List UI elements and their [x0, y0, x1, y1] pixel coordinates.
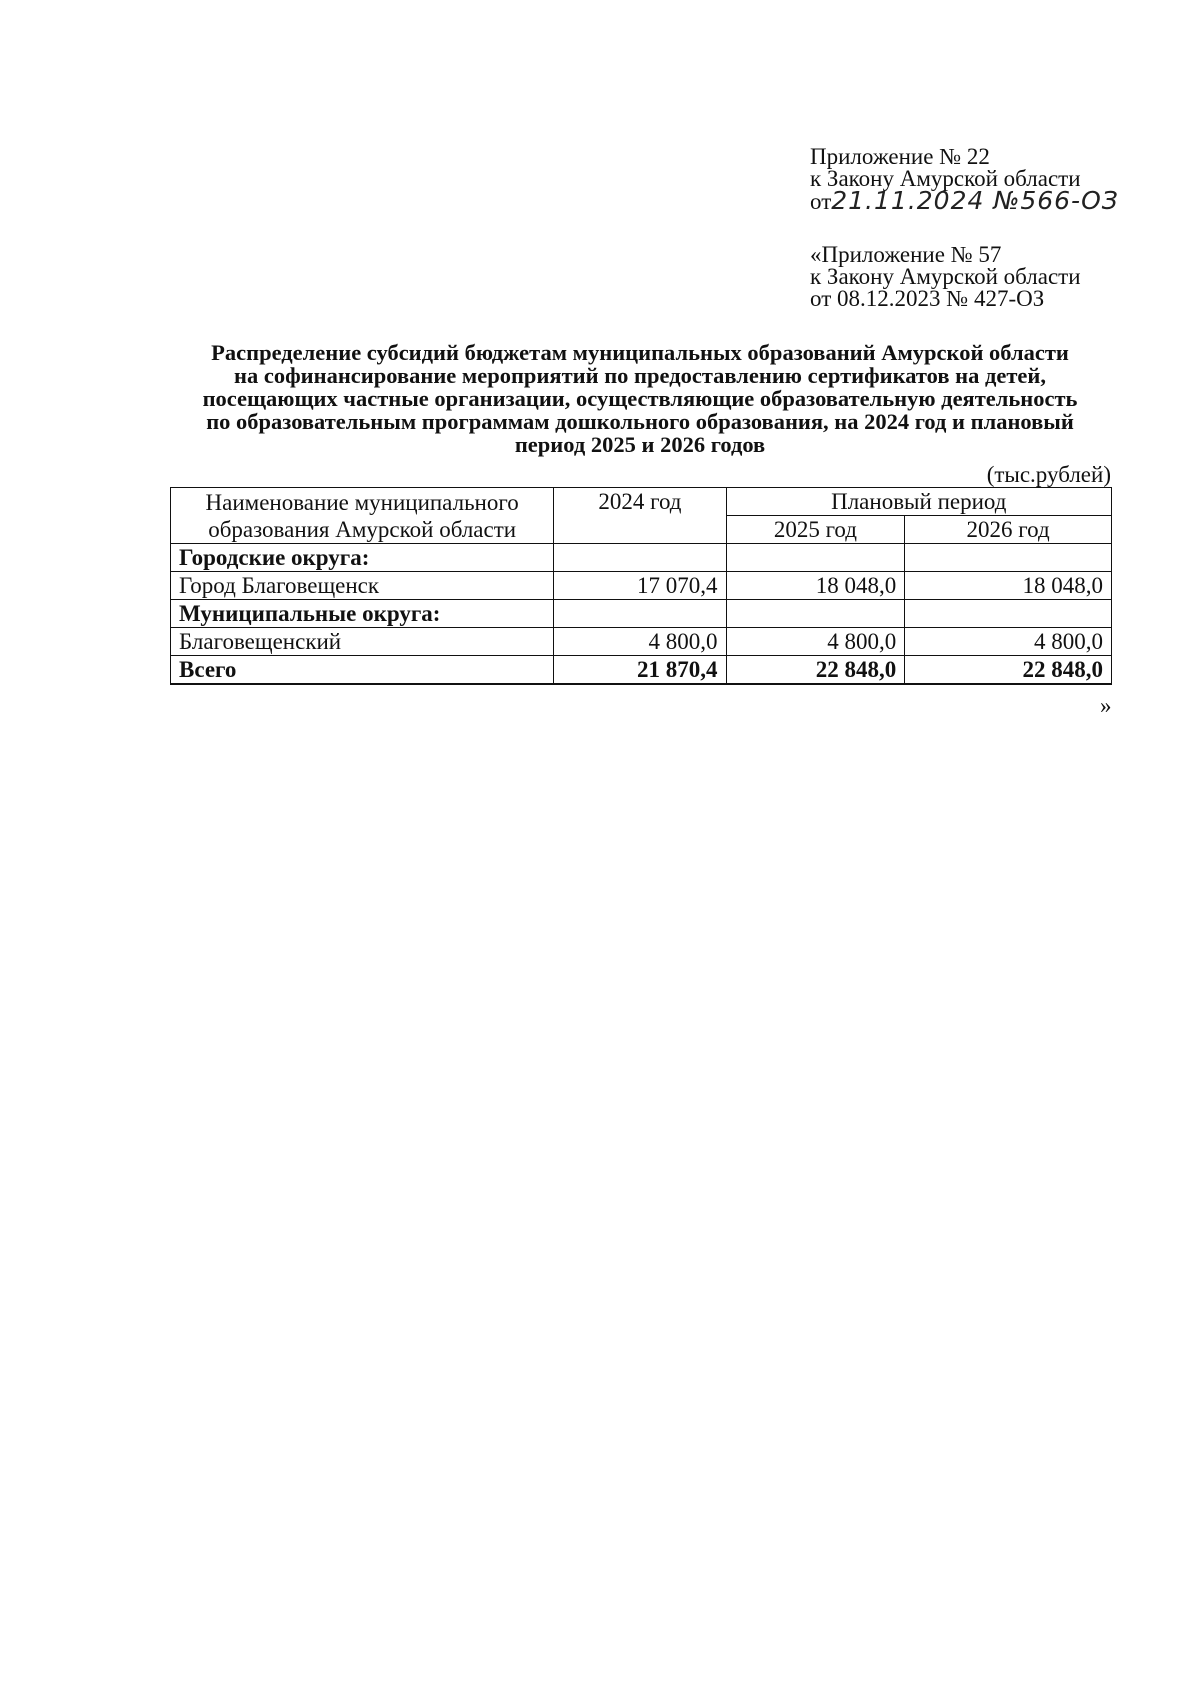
table-row	[171, 544, 1112, 572]
appendix-law-date: от 08.12.2023 № 427-ОЗ	[810, 286, 1045, 311]
cell-2024	[554, 600, 726, 628]
header-municipality-line: образования Амурской области	[208, 516, 517, 542]
row-name: Городские округа:	[171, 544, 554, 572]
appendix-law-name: к Закону Амурской области	[810, 166, 1081, 191]
appendix-law-date-line	[810, 186, 1119, 215]
appendix-date-prefix: от	[810, 189, 832, 214]
cell-2024	[554, 544, 726, 572]
appendix-reference-new	[810, 146, 1119, 213]
document-title	[160, 341, 1120, 456]
header-year-2024: 2024 год	[554, 488, 726, 544]
cell-2024: 4 800,0	[554, 628, 726, 656]
table-row	[171, 628, 1112, 656]
cell-2026: 18 048,0	[905, 572, 1112, 600]
appendix-number: «Приложение № 57	[810, 242, 1002, 267]
cell-2026: 4 800,0	[905, 628, 1112, 656]
handwritten-date-number: 21.11.2024 №566-ОЗ	[831, 186, 1119, 215]
table-total-row	[171, 656, 1112, 685]
cell-2024: 17 070,4	[554, 572, 726, 600]
table-row	[171, 572, 1112, 600]
table-header-row	[171, 488, 1112, 516]
header-planned-period: Плановый период	[726, 488, 1111, 516]
appendix-number: Приложение № 22	[810, 144, 990, 169]
cell-2025: 18 048,0	[726, 572, 905, 600]
cell-2026	[905, 600, 1112, 628]
title-line: по образовательным программам дошкольного образования, на 2024 год и плановый	[206, 409, 1074, 434]
appendix-law-name: к Закону Амурской области	[810, 264, 1081, 289]
cell-2026	[905, 544, 1112, 572]
row-name: Благовещенский	[171, 628, 554, 656]
cell-2025	[726, 600, 905, 628]
header-year-2025: 2025 год	[726, 516, 905, 544]
row-name: Всего	[171, 656, 554, 685]
cell-2025: 4 800,0	[726, 628, 905, 656]
cell-2025: 22 848,0	[726, 656, 905, 685]
cell-2026: 22 848,0	[905, 656, 1112, 685]
header-municipality-line: Наименование муниципального	[205, 489, 519, 515]
row-name: Муниципальные округа:	[171, 600, 554, 628]
cell-2024: 21 870,4	[554, 656, 726, 685]
units-label: (тыс.рублей)	[986, 462, 1111, 487]
header-year-2026: 2026 год	[905, 516, 1112, 544]
title-line: на софинансирование мероприятий по предоставлению сертификатов на детей,	[234, 363, 1046, 388]
cell-2025	[726, 544, 905, 572]
title-line: посещающих частные организации, осуществляющие образовательную деятельность	[202, 386, 1078, 411]
closing-quote: »	[1100, 693, 1112, 718]
title-line: Распределение субсидий бюджетам муниципальных образований Амурской области	[211, 340, 1069, 365]
table-row	[171, 600, 1112, 628]
subsidy-table	[170, 487, 1112, 685]
row-name: Город Благовещенск	[171, 572, 554, 600]
header-municipality	[171, 488, 554, 544]
title-line: период 2025 и 2026 годов	[514, 432, 766, 457]
appendix-reference-old	[810, 244, 1081, 310]
